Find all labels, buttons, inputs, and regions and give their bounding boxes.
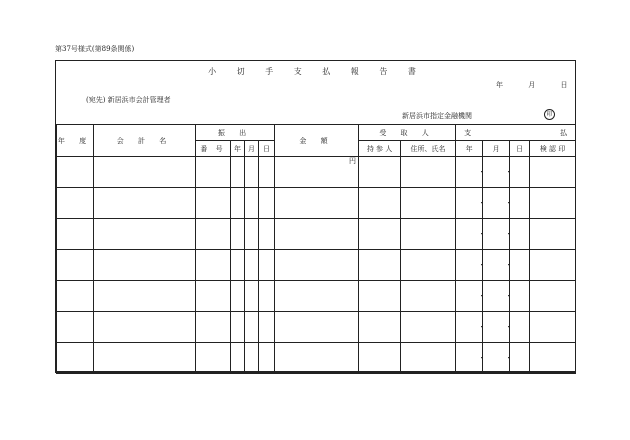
date-separator-dot: ・ [478, 292, 486, 300]
date-separator-dot: ・ [478, 199, 486, 207]
issue-day-cell[interactable] [259, 281, 275, 312]
payment-day-cell[interactable] [510, 312, 530, 343]
bearer-cell[interactable] [359, 157, 401, 188]
issue-year-cell[interactable] [231, 281, 245, 312]
header-payment-day: 日 [510, 141, 530, 157]
payment-month-cell[interactable] [483, 312, 513, 343]
payment-day-cell[interactable] [510, 343, 530, 374]
header-payment-year: 年 [456, 141, 483, 157]
payment-year-cell[interactable] [456, 188, 486, 219]
amount-cell[interactable] [275, 281, 359, 312]
check-number-cell[interactable] [196, 188, 231, 219]
issue-day-cell[interactable] [259, 188, 275, 219]
header-issue-year: 年 [231, 141, 245, 157]
check-number-cell[interactable] [196, 250, 231, 281]
date-separator-dot: ・ [505, 230, 513, 238]
header-account-name: 会 計 名 [94, 125, 196, 157]
issue-year-cell[interactable] [231, 343, 245, 374]
issue-year-cell[interactable] [231, 219, 245, 250]
bearer-cell[interactable] [359, 281, 401, 312]
payment-year-cell[interactable] [456, 219, 486, 250]
verification-seal-cell[interactable] [530, 312, 576, 343]
header-amount: 金 額 [275, 125, 359, 157]
issue-day-cell[interactable] [259, 250, 275, 281]
issue-month-cell[interactable] [245, 219, 259, 250]
payment-year-cell[interactable] [456, 157, 486, 188]
header-issue-day: 日 [259, 141, 275, 157]
payment-year-cell[interactable] [456, 281, 486, 312]
fiscal-year-cell[interactable] [57, 157, 94, 188]
header-payee: 受 取 人 [359, 125, 456, 141]
verification-seal-cell[interactable] [530, 343, 576, 374]
payment-day-cell[interactable] [510, 157, 530, 188]
header-issue-month: 月 [245, 141, 259, 157]
verification-seal-cell[interactable] [530, 157, 576, 188]
payment-day-cell[interactable] [510, 281, 530, 312]
form-title: 小 切 手 支 払 報 告 書 [208, 67, 425, 76]
header-payment: 支 払 [456, 125, 576, 141]
amount-cell[interactable] [275, 188, 359, 219]
date-separator-dot: ・ [505, 168, 513, 176]
issue-day-cell[interactable] [259, 219, 275, 250]
payment-day-cell[interactable] [510, 219, 530, 250]
header-fiscal-year: 年 度 [57, 125, 94, 157]
verification-seal-cell[interactable] [530, 281, 576, 312]
account-name-cell[interactable] [94, 157, 196, 188]
address-name-cell[interactable] [401, 281, 456, 312]
date-year-label: 年 [496, 81, 503, 89]
date-separator-dot: ・ [505, 261, 513, 269]
seal-mark-icon: 印 [544, 109, 555, 120]
issue-month-cell[interactable] [245, 250, 259, 281]
issue-year-cell[interactable] [231, 188, 245, 219]
issue-month-cell[interactable] [245, 188, 259, 219]
check-number-cell[interactable] [196, 312, 231, 343]
address-name-cell[interactable] [401, 250, 456, 281]
issue-day-cell[interactable] [259, 312, 275, 343]
header-bearer: 持 参 人 [359, 141, 401, 157]
fiscal-year-cell[interactable] [57, 312, 94, 343]
form-number-label: 第37号様式(第89条関係) [55, 45, 135, 53]
header-row-1 [57, 125, 576, 141]
check-number-cell[interactable] [196, 343, 231, 374]
table-row [57, 312, 576, 343]
report-form-frame [55, 60, 576, 372]
amount-cell[interactable] [275, 250, 359, 281]
account-name-cell[interactable] [94, 281, 196, 312]
amount-cell[interactable] [275, 219, 359, 250]
account-name-cell[interactable] [94, 343, 196, 374]
header-check-number: 番 号 [196, 141, 231, 157]
fiscal-year-cell[interactable] [57, 250, 94, 281]
date-separator-dot: ・ [505, 354, 513, 362]
table-body [57, 157, 576, 374]
bearer-cell[interactable] [359, 219, 401, 250]
check-number-cell[interactable] [196, 281, 231, 312]
payment-month-cell[interactable] [483, 219, 513, 250]
issue-month-cell[interactable] [245, 157, 259, 188]
payment-month-cell[interactable] [483, 188, 513, 219]
table-row [57, 281, 576, 312]
date-separator-dot: ・ [478, 230, 486, 238]
date-day-label: 日 [560, 81, 568, 89]
fiscal-year-cell[interactable] [57, 281, 94, 312]
payment-report-table [56, 124, 576, 374]
bottom-double-rule [55, 371, 576, 373]
fiscal-year-cell[interactable] [57, 188, 94, 219]
amount-cell[interactable] [275, 312, 359, 343]
payment-month-cell[interactable] [483, 250, 513, 281]
table-row [57, 343, 576, 374]
payment-year-cell[interactable] [456, 312, 486, 343]
date-separator-dot: ・ [505, 292, 513, 300]
address-name-cell[interactable] [401, 312, 456, 343]
bearer-cell[interactable] [359, 312, 401, 343]
table-row [57, 188, 576, 219]
issue-year-cell[interactable] [231, 250, 245, 281]
issue-day-cell[interactable] [259, 157, 275, 188]
check-number-cell[interactable] [196, 157, 231, 188]
address-name-cell[interactable] [401, 343, 456, 374]
report-date-line [496, 81, 567, 89]
designated-bank-label: 新居浜市指定金融機関 [402, 112, 472, 120]
issue-year-cell[interactable] [231, 312, 245, 343]
address-name-cell[interactable] [401, 157, 456, 188]
payment-day-cell[interactable] [510, 250, 530, 281]
address-name-cell[interactable] [401, 219, 456, 250]
table-row [57, 250, 576, 281]
yen-mark: 円 [349, 157, 357, 165]
date-month-label: 月 [528, 81, 536, 89]
verification-seal-cell[interactable] [530, 188, 576, 219]
payment-month-cell[interactable] [483, 343, 513, 374]
header-payment-month: 月 [483, 141, 510, 157]
payment-day-cell[interactable] [510, 188, 530, 219]
verification-seal-cell[interactable] [530, 250, 576, 281]
date-separator-dot: ・ [478, 323, 486, 331]
account-name-cell[interactable] [94, 188, 196, 219]
date-separator-dot: ・ [478, 261, 486, 269]
address-name-cell[interactable] [401, 188, 456, 219]
issue-month-cell[interactable] [245, 281, 259, 312]
payment-year-cell[interactable] [456, 250, 486, 281]
bearer-cell[interactable] [359, 188, 401, 219]
fiscal-year-cell[interactable] [57, 343, 94, 374]
addressee-label: (宛先) 新居浜市会計管理者 [86, 96, 171, 104]
table-row [57, 157, 576, 188]
check-number-cell[interactable] [196, 219, 231, 250]
issue-day-cell[interactable] [259, 343, 275, 374]
header-address-name: 住所、氏名 [401, 141, 456, 157]
payment-month-cell[interactable] [483, 157, 513, 188]
amount-cell[interactable] [275, 343, 359, 374]
date-separator-dot: ・ [505, 323, 513, 331]
header-issuance: 振 出 [196, 125, 275, 141]
bearer-cell[interactable] [359, 250, 401, 281]
date-separator-dot: ・ [478, 168, 486, 176]
issue-year-cell[interactable] [231, 157, 245, 188]
account-name-cell[interactable] [94, 219, 196, 250]
issue-month-cell[interactable] [245, 312, 259, 343]
date-separator-dot: ・ [505, 199, 513, 207]
account-name-cell[interactable] [94, 312, 196, 343]
payment-month-cell[interactable] [483, 281, 513, 312]
table-row [57, 219, 576, 250]
fiscal-year-cell[interactable] [57, 219, 94, 250]
account-name-cell[interactable] [94, 250, 196, 281]
header-verification-seal: 検 認 印 [530, 141, 576, 157]
bearer-cell[interactable] [359, 343, 401, 374]
verification-seal-cell[interactable] [530, 219, 576, 250]
amount-cell[interactable] [275, 157, 359, 188]
payment-year-cell[interactable] [456, 343, 486, 374]
date-separator-dot: ・ [478, 354, 486, 362]
issue-month-cell[interactable] [245, 343, 259, 374]
